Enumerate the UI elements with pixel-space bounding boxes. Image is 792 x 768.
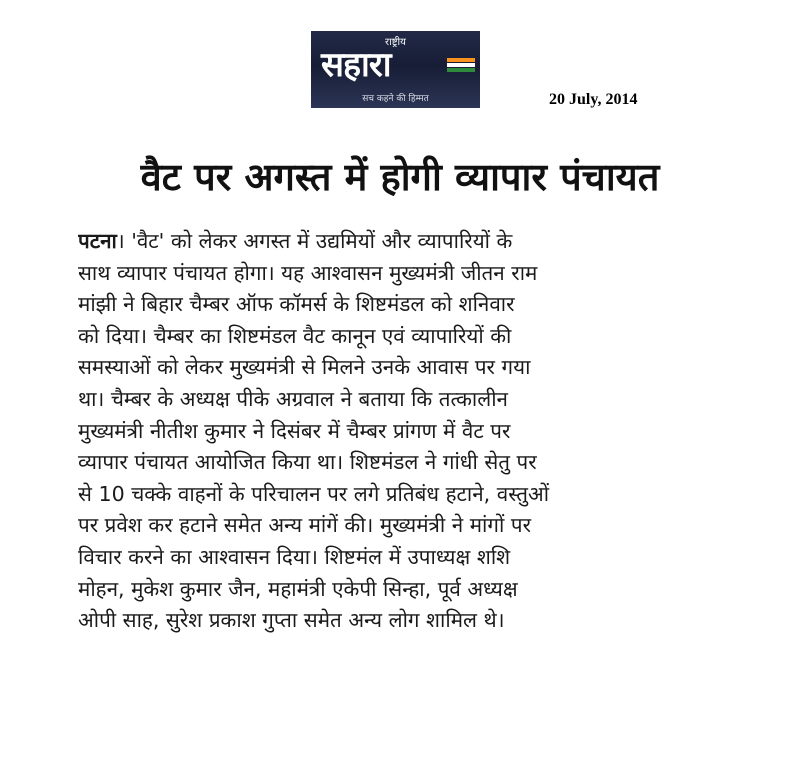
- newspaper-masthead-logo: [311, 31, 480, 108]
- article-line-text: । 'वैट' को लेकर अगस्त में उद्यमियों और व्यापारियों के: [116, 229, 513, 253]
- article-line: मोहन, मुकेश कुमार जैन, महामंत्री एकेपी सिन्हा, पूर्व अध्यक्ष: [78, 576, 518, 601]
- article-line: मांझी ने बिहार चैम्बर ऑफ कॉमर्स के शिष्टमंडल को शनिवार: [78, 292, 515, 317]
- article-headline: वैट पर अगस्त में होगी व्यापार पंचायत: [140, 155, 660, 199]
- article-line: विचार करने का आश्वासन दिया। शिष्टमंल में उपाध्यक्ष शशि: [78, 544, 511, 569]
- flag-stripe-white: [447, 63, 475, 67]
- article-line: समस्याओं को लेकर मुख्यमंत्री से मिलने उनके आवास पर गया: [78, 355, 531, 380]
- flag-stripe-green: [447, 68, 475, 72]
- article-line: मुख्यमंत्री नीतीश कुमार ने दिसंबर में चैम्बर प्रांगण में वैट पर: [78, 418, 511, 443]
- article-line: था। चैम्बर के अध्यक्ष पीके अग्रवाल ने बताया कि तत्कालीन: [78, 386, 508, 411]
- article-line: से 10 चक्के वाहनों के परिचालन पर लगे प्रतिबंध हटाने, वस्तुओं: [78, 481, 550, 506]
- flag-stripe-saffron: [447, 58, 475, 62]
- article-line: को दिया। चैम्बर का शिष्टमंडल वैट कानून एवं व्यापारियों की: [78, 323, 512, 348]
- masthead-tagline: सच कहने की हिम्मत: [362, 94, 429, 104]
- article-line: पर प्रवेश कर हटाने समेत अन्य मांगें की। मुख्यमंत्री ने मांगों पर: [78, 513, 531, 538]
- dateline-place: पटना: [78, 229, 117, 253]
- article-line: साथ व्यापार पंचायत होगा। यह आश्वासन मुख्यमंत्री जीतन राम: [78, 260, 538, 285]
- flag-stripes-icon: [447, 58, 475, 72]
- masthead-top-text: राष्ट्रीय: [385, 37, 406, 48]
- article-line: ओपी साह, सुरेश प्रकाश गुप्ता समेत अन्य लोग शामिल थे।: [78, 608, 505, 633]
- publication-date: 20 July, 2014: [549, 91, 638, 108]
- article-line: [78, 226, 720, 258]
- article-body: [78, 226, 720, 637]
- masthead-title: सहारा: [321, 45, 391, 85]
- article-line: व्यापार पंचायत आयोजित किया था। शिष्टमंडल ने गांधी सेतु पर: [78, 450, 537, 475]
